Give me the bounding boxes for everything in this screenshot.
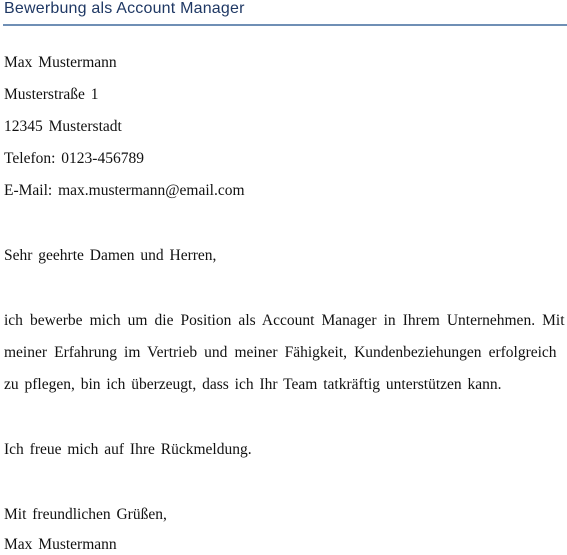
sender-name: Max Mustermann <box>4 54 117 71</box>
body-line: zu pflegen, bin ich überzeugt, dass ich Ihr Team tatkräftig unterstützen kann. <box>4 376 502 393</box>
body-line: ich bewerbe mich um die Position als Account Manager in Ihrem Unternehmen. Mit <box>4 312 565 329</box>
signature: Max Mustermann <box>4 536 117 553</box>
salutation: Sehr geehrte Damen und Herren, <box>4 247 217 264</box>
sender-phone: Telefon: 0123-456789 <box>4 150 144 167</box>
sender-city: 12345 Musterstadt <box>4 118 122 135</box>
sender-street: Musterstraße 1 <box>4 86 99 103</box>
closing-sentence: Ich freue mich auf Ihre Rückmeldung. <box>4 441 252 458</box>
title-underline <box>3 24 567 26</box>
document-title: Bewerbung als Account Manager <box>4 0 245 17</box>
closing: Mit freundlichen Grüßen, <box>4 506 167 523</box>
sender-email: E-Mail: max.mustermann@email.com <box>4 182 245 199</box>
body-line: meiner Erfahrung im Vertrieb und meiner Fähigkeit, Kundenbeziehungen erfolgreich <box>4 344 557 361</box>
